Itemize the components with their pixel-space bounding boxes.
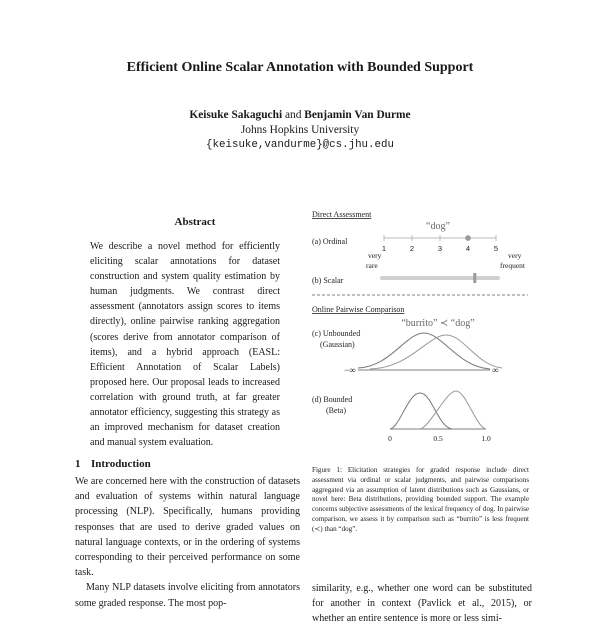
beta-curve-dog [420, 391, 486, 429]
scalar-slider-thumb [473, 273, 476, 283]
ordinal-label: (a) Ordinal [312, 237, 348, 246]
author-conjunction: and [284, 109, 302, 121]
bounded-label-1: (d) Bounded [312, 395, 353, 404]
unbounded-label-1: (c) Unbounded [312, 329, 361, 338]
abstract-text: We describe a novel method for efficiently eliciting scalar annotations for dataset construction and system quality estimation by human judgments. We contrast direct assessment (annotators assign scores to items directly), online pairwise ranking aggregation (scores derive from annotator comparison of items), and a hybrid approach (EASL: Efficient Annotation of Scalar Labels) proposed here. Our proposal leads to increased correlation with ground truth, at far greater annotator efficiency, suggesting this strategy as an improved mechanism for dataset creation and manual system evaluation. [90, 241, 280, 449]
pairwise-heading: Online Pairwise Comparison [312, 305, 405, 314]
ordinal-tick-label: 3 [437, 244, 443, 253]
affiliation: Johns Hopkins University [240, 124, 360, 136]
beta-tick-label: 0 [388, 434, 392, 443]
right-column-text: similarity, e.g., whether one word can be substituted for another in context (Pavlick et al., 2015), or whether an entire sentence is more or less simi- [312, 583, 532, 625]
negative-infinity: −∞ [344, 365, 356, 375]
unbounded-label-2: (Gaussian) [320, 340, 355, 349]
section-number: 1 [75, 458, 81, 470]
figure-caption: Figure 1: Elicitation strategies for graded response include direct assessment via ordinal or scalar judgments, and pairwise comparisons aggregated via an assumption of latent distributions such as Gaussians, or novel here: Beta distributions, providing bounded support. The example concerns subjective assessments of the lexical frequency of dog. In pairwise comparison, we assess it by comparison such as “burrito” is less frequent (≺) than “dog”. [312, 466, 529, 533]
ordinal-tick-label: 1 [381, 244, 387, 253]
beta-tick-label: 0.5 [433, 434, 443, 443]
author-email: {keisuke,vandurme}@cs.jhu.edu [206, 139, 394, 151]
author-sakaguchi: Keisuke Sakaguchi [189, 109, 283, 121]
positive-infinity: ∞ [492, 365, 499, 375]
rare-label-bottom: rare [366, 261, 378, 270]
paper-title: Efficient Online Scalar Annotation with Bounded Support [126, 60, 474, 75]
bounded-label-2: (Beta) [326, 406, 346, 415]
scalar-label: (b) Scalar [312, 276, 344, 285]
pairwise-items: “burrito” ≺ “dog” [401, 318, 475, 329]
beta-tick-labels [388, 434, 491, 443]
ordinal-tick-label: 4 [465, 244, 471, 253]
ordinal-tick-label: 5 [493, 244, 499, 253]
frequent-label-top: very [508, 251, 522, 260]
rare-label-top: very [368, 251, 382, 260]
ordinal-selected-dot [465, 235, 471, 241]
ordinal-tick-label: 2 [409, 244, 415, 253]
intro-paragraph-2: Many NLP datasets involve eliciting from annotators some graded response. The most pop- [75, 582, 300, 609]
abstract-heading: Abstract [174, 216, 216, 228]
author-list [0, 109, 600, 121]
direct-assessment-heading: Direct Assessment [312, 210, 372, 219]
introduction-text [75, 474, 300, 611]
gaussian-curve-burrito [358, 333, 490, 369]
gaussian-curve-dog [370, 335, 502, 369]
section-heading-introduction [75, 458, 151, 470]
figure-1 [310, 205, 530, 455]
section-title: Introduction [91, 458, 151, 470]
frequent-label-bottom: frequent [500, 261, 525, 270]
beta-curve-burrito [390, 393, 452, 429]
intro-paragraph-1: We are concerned here with the construction of datasets and evaluation of systems within natural language processing (NLP). Specifically, humans providing responses that are used to derive graded values on natural language contexts, or in the ordering of systems corresponding to their perceived performance on some task. [75, 476, 300, 579]
beta-tick-label: 1.0 [481, 434, 491, 443]
direct-word: “dog” [426, 221, 450, 232]
author-van-durme: Benjamin Van Durme [304, 109, 411, 121]
